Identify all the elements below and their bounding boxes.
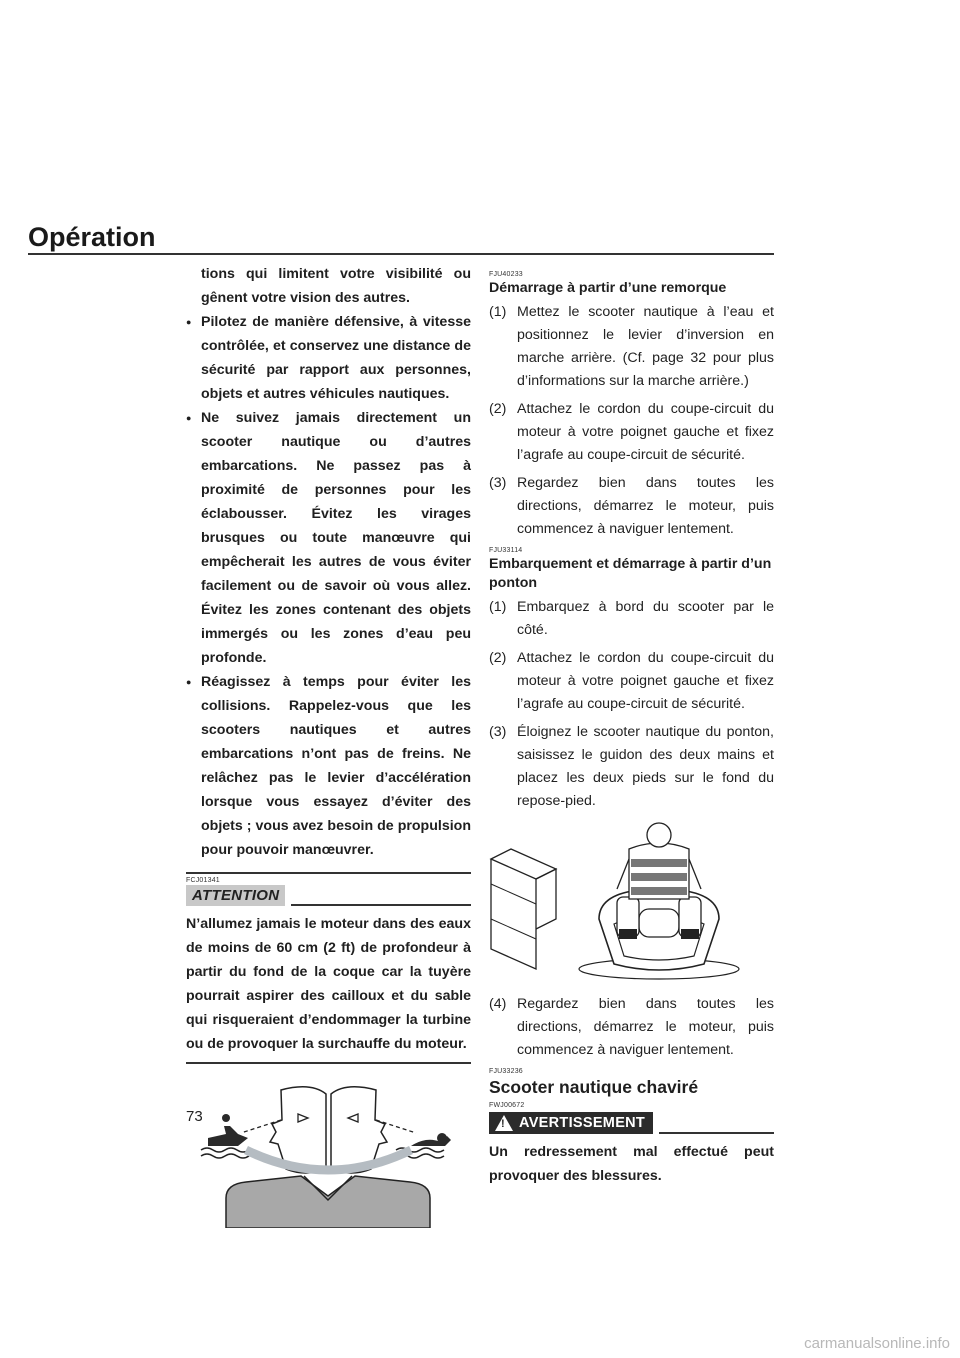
attention-rule — [291, 904, 471, 906]
pontoon-step-4 — [489, 993, 774, 1062]
list-item: (1) Mettez le scooter nautique à l’eau et positionnez le levier d’inversion en marche arrière. (Cf. page 32 pour plus d’informations sur la marche arrière.) — [489, 304, 774, 389]
trailer-steps — [489, 301, 774, 541]
list-item: (1) Embarquez à bord du scooter par le côté. — [489, 599, 774, 638]
section-heading-pontoon: Embarquement et démarrage à partir d’un ponton — [489, 556, 772, 591]
continued-text: tions qui limitent votre visibilité ou gênent votre vision des autres. — [201, 266, 471, 306]
header-rule — [28, 253, 774, 255]
section-code: FJU33236 — [489, 1068, 523, 1075]
warning-header — [489, 1112, 774, 1134]
watermark-text: carmanualsonline.info — [804, 1335, 950, 1352]
right-column — [489, 270, 774, 1188]
left-column — [186, 262, 471, 1228]
attention-code: FCJ01341 — [186, 877, 220, 884]
warning-text: Un redressement mal effectué peut provoquer des blessures. — [489, 1144, 774, 1184]
visibility-illustration — [186, 1078, 471, 1228]
bullet-item: ● Pilotez de manière défensive, à vitesse contrôlée, et conservez une distance de sécurité par rapport aux personnes, objets et autres véhicules nautiques. — [186, 310, 471, 406]
warning-label: AVERTISSEMENT — [519, 1115, 646, 1131]
section-heading-capsized: Scooter nautique chaviré — [489, 1077, 699, 1097]
list-item: (2) Attachez le cordon du coupe-circuit du moteur à votre poignet gauche et fixez l’agrafe au coupe-circuit de sécurité. — [489, 650, 774, 712]
attention-text: N’allumez jamais le moteur dans des eaux de moins de 60 cm (2 ft) de profondeur à partir du fond de la coque car la tuyère pourrait aspirer des cailloux et du sable qui risqueraient d’endommager la turbine ou de provoquer la surchauffe du moteur. — [186, 916, 471, 1052]
page-title: Opération — [28, 222, 156, 252]
attention-bottom-rule — [186, 1062, 471, 1064]
bullet-item: ● Réagissez à temps pour éviter les collisions. Rappelez-vous que les scooters nautiques et autres embarcations n’ont pas de freins. Ne relâchez pas le levier d’accélération lorsque vous essayez d’éviter des objets ; vous avez besoin de propulsion pour pouvoir manœuvrer. — [186, 670, 471, 862]
section-heading-trailer-start: Démarrage à partir d’une remorque — [489, 280, 727, 296]
list-item: (3) Regardez bien dans toutes les directions, démarrez le moteur, puis commencez à naviguer lentement. — [489, 475, 774, 537]
list-item: (3) Éloignez le scooter nautique du ponton, saisissez le guidon des deux mains et placez les deux pieds sur le fond du repose-pied. — [489, 724, 774, 809]
page-number: 73 — [186, 1108, 203, 1125]
warning-triangle-icon: ! — [495, 1115, 513, 1131]
attention-top-rule — [186, 872, 471, 874]
bullet-item: ● Ne suivez jamais directement un scooter nautique ou d’autres embarcations. Ne passez pas à proximité de personnes pour les éclabousser. Évitez les virages brusques ou toute manœuvre qui empêcherait les autres de vous éviter facilement ou de savoir où vous allez. Évitez les zones contenant des objets immergés ou les zones d’eau peu profonde. — [186, 406, 471, 670]
attention-box — [186, 872, 471, 1064]
list-item: (4) Regardez bien dans toutes les directions, démarrez le moteur, puis commencez à naviguer lentement. — [489, 996, 774, 1058]
list-item: (2) Attachez le cordon du coupe-circuit du moteur à votre poignet gauche et fixez l’agrafe au coupe-circuit de sécurité. — [489, 401, 774, 463]
boarding-illustration — [489, 819, 774, 989]
section-code: FJU33114 — [489, 547, 523, 554]
warning-code: FWJ00672 — [489, 1102, 525, 1109]
attention-badge: ATTENTION — [186, 885, 285, 906]
warning-badge — [489, 1112, 653, 1134]
pontoon-steps — [489, 596, 774, 813]
section-code: FJU40233 — [489, 271, 523, 278]
warning-rule — [659, 1132, 774, 1134]
